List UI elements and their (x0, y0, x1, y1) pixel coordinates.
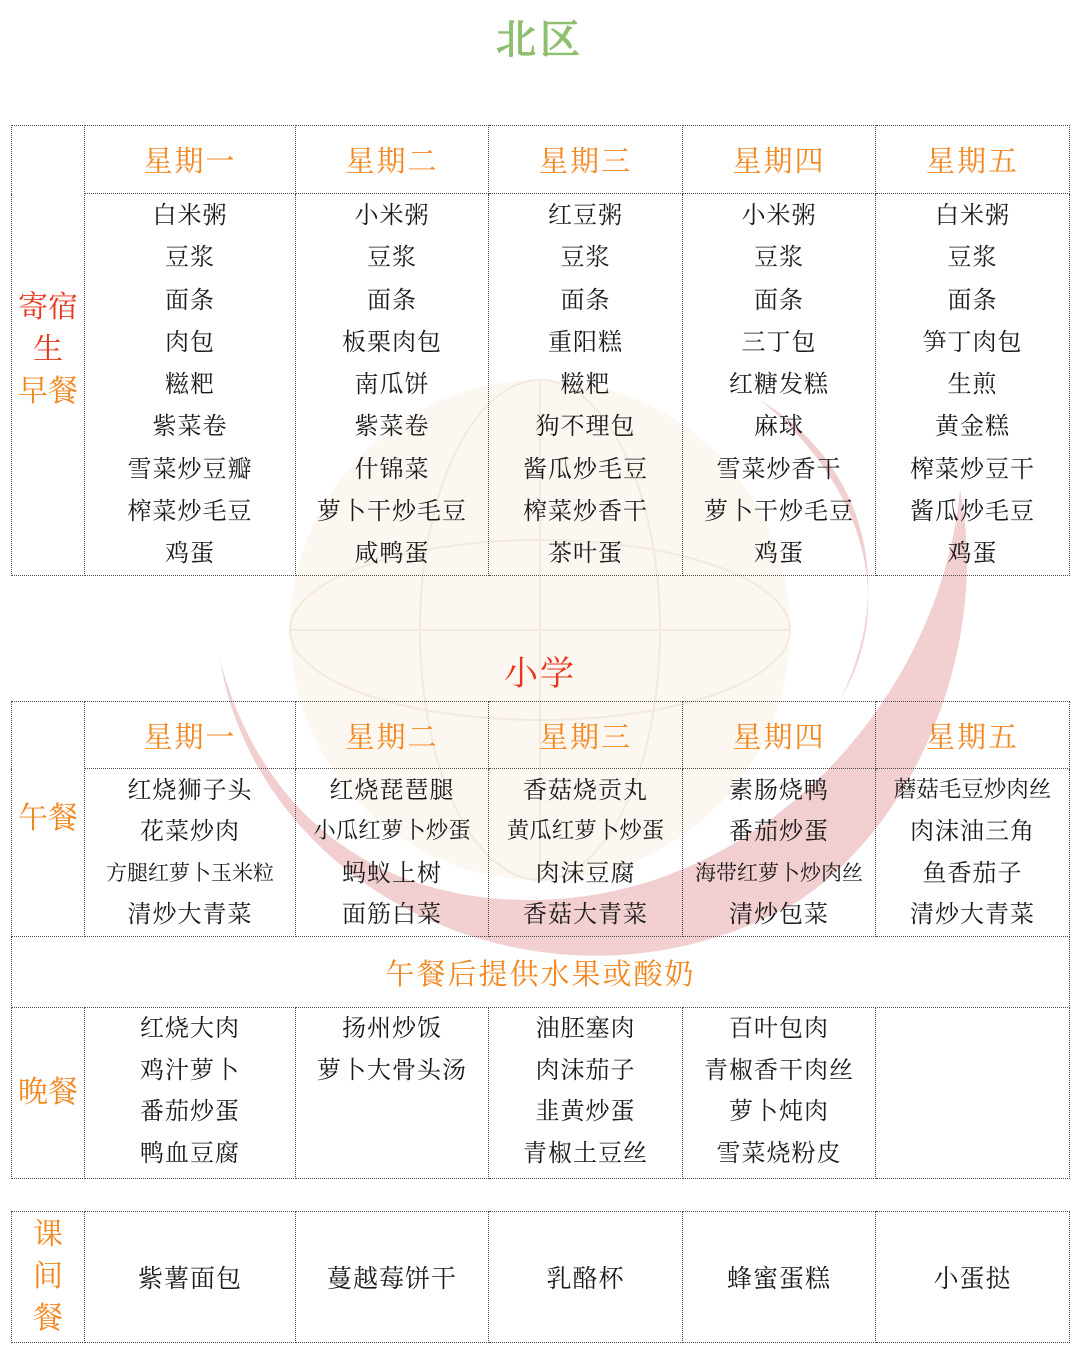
menu-item: 扬州炒饭 (342, 1014, 442, 1042)
dinner-cell-thu (683, 1008, 876, 1179)
menu-item: 咸鸭蛋 (354, 539, 430, 568)
lunch-note-row (12, 937, 1070, 1008)
menu-item: 花菜炒肉 (140, 817, 240, 845)
menu-item: 萝卜干炒毛豆 (704, 497, 854, 526)
menu-item: 清炒包菜 (729, 900, 829, 928)
menu-item: 面条 (560, 285, 611, 314)
breakfast-items-row (12, 194, 1070, 576)
menu-item: 面条 (947, 285, 998, 314)
menu-item: 红烧狮子头 (127, 775, 253, 804)
menu-item: 面条 (165, 285, 215, 314)
menu-item: 黄瓜红萝卜炒蛋 (506, 818, 665, 844)
lunch-items-row (12, 769, 1070, 937)
menu-item: 豆浆 (947, 243, 998, 272)
menu-item: 榨菜炒豆干 (910, 454, 1035, 483)
breakfast-cell-tue (296, 194, 489, 576)
lunch-note: 午餐后提供水果或酸奶 (12, 937, 1070, 1008)
menu-item: 豆浆 (165, 243, 215, 272)
day-header-fri: 星期五 (876, 126, 1070, 194)
menu-item: 蘑菇毛豆炒肉丝 (893, 776, 1052, 803)
menu-item: 白米粥 (935, 201, 1010, 229)
menu-item: 南瓜饼 (354, 370, 430, 399)
menu-item: 番茄炒蛋 (140, 1097, 240, 1125)
snack-label-line3: 餐 (33, 1301, 63, 1336)
menu-item: 紫菜卷 (354, 412, 430, 441)
menu-item: 板栗肉包 (342, 327, 442, 356)
menu-item: 鸡蛋 (165, 539, 215, 568)
menu-item: 清炒大青菜 (910, 900, 1035, 928)
menu-item: 生煎 (947, 370, 998, 399)
dinner-cell-mon (85, 1008, 296, 1179)
menu-item: 面筋白菜 (342, 900, 442, 928)
menu-item: 鸡蛋 (754, 539, 804, 568)
day-header-thu: 星期四 (683, 702, 876, 769)
menu-item: 肉沫豆腐 (535, 858, 636, 887)
breakfast-cell-thu (683, 194, 876, 576)
menu-item: 萝卜干炒毛豆 (317, 497, 467, 526)
menu-item: 鸭血豆腐 (140, 1138, 240, 1167)
menu-item: 素肠烧鸭 (729, 775, 829, 804)
menu-item: 糍粑 (560, 370, 611, 399)
snack-item-tue: 蔓越莓饼干 (296, 1212, 489, 1343)
menu-item: 糍粑 (165, 370, 215, 399)
day-header-mon: 星期一 (85, 702, 296, 769)
day-header-mon: 星期一 (85, 126, 296, 194)
menu-item: 肉包 (165, 327, 215, 356)
day-header-wed: 星期三 (489, 126, 683, 194)
dinner-row (12, 1008, 1070, 1179)
menu-item: 面条 (754, 285, 804, 314)
menu-item: 鸡汁萝卜 (140, 1055, 240, 1084)
snack-item-thu: 蜂蜜蛋糕 (683, 1212, 876, 1343)
menu-item: 肉沫茄子 (535, 1055, 636, 1084)
menu-item: 紫菜卷 (152, 412, 228, 441)
breakfast-cell-wed (489, 194, 683, 576)
menu-item: 麻球 (754, 412, 804, 441)
menu-item: 榨菜炒毛豆 (127, 497, 253, 526)
menu-item: 狗不理包 (535, 412, 636, 441)
breakfast-label-cell (12, 126, 85, 576)
breakfast-label-line2: 生 (33, 332, 63, 368)
breakfast-cell-mon (85, 194, 296, 576)
menu-item: 百叶包肉 (729, 1014, 829, 1042)
menu-item: 红烧琵琶腿 (329, 775, 455, 804)
menu-item: 鱼香茄子 (922, 858, 1023, 887)
lunch-label-cell (12, 702, 85, 937)
menu-item: 韭黄炒蛋 (535, 1097, 636, 1125)
menu-item: 红糖发糕 (729, 370, 829, 399)
day-header-thu: 星期四 (683, 126, 876, 194)
page-title: 北区 (496, 17, 584, 63)
menu-item: 红豆粥 (548, 201, 623, 229)
snack-row (12, 1212, 1070, 1343)
snack-label-cell (12, 1212, 85, 1343)
day-header-tue: 星期二 (296, 702, 489, 769)
menu-item: 什锦菜 (354, 454, 430, 483)
day-header-row (12, 702, 1070, 769)
breakfast-cell-fri (876, 194, 1070, 576)
menu-item: 萝卜炖肉 (729, 1097, 829, 1125)
menu-item: 豆浆 (367, 243, 417, 272)
menu-item: 雪菜烧粉皮 (716, 1138, 842, 1167)
breakfast-label-line1: 寄宿 (18, 290, 78, 326)
menu-item: 小米粥 (354, 201, 430, 229)
menu-item: 雪菜炒香干 (716, 454, 842, 483)
menu-item: 萝卜大骨头汤 (317, 1055, 467, 1084)
snack-item-fri: 小蛋挞 (876, 1212, 1070, 1343)
menu-item: 豆浆 (560, 243, 611, 272)
menu-item: 豆浆 (754, 243, 804, 272)
snack-label-line1: 课 (33, 1217, 63, 1252)
lunch-cell-thu (683, 769, 876, 937)
dinner-cell-wed (489, 1008, 683, 1179)
menu-item: 黄金糕 (935, 412, 1010, 441)
dinner-cell-fri (876, 1008, 1070, 1179)
dinner-label: 晚餐 (18, 1075, 78, 1110)
breakfast-menu-table (11, 125, 1070, 576)
menu-item: 重阳糕 (548, 327, 623, 356)
lunch-label: 午餐 (18, 801, 78, 836)
menu-item: 清炒大青菜 (127, 900, 253, 928)
menu-item: 雪菜炒豆瓣 (127, 454, 253, 483)
day-header-tue: 星期二 (296, 126, 489, 194)
menu-item: 青椒香干肉丝 (704, 1055, 854, 1084)
lunch-dinner-menu-table (11, 701, 1070, 1179)
menu-item: 香菇烧贡丸 (523, 775, 648, 804)
menu-item: 海带红萝卜炒肉丝 (695, 860, 863, 885)
dinner-label-cell (12, 1008, 85, 1179)
menu-item: 红烧大肉 (140, 1014, 240, 1042)
menu-item: 三丁包 (741, 327, 817, 356)
dinner-cell-tue (296, 1008, 489, 1179)
breakfast-label-line3: 早餐 (18, 374, 78, 410)
menu-item: 小瓜红萝卜炒蛋 (313, 818, 471, 844)
menu-item: 肉沫油三角 (910, 817, 1035, 845)
menu-item: 方腿红萝卜玉米粒 (106, 860, 274, 885)
menu-item: 番茄炒蛋 (729, 817, 829, 845)
snack-item-mon: 紫薯面包 (85, 1212, 296, 1343)
menu-item: 鸡蛋 (947, 539, 998, 568)
menu-item: 面条 (367, 285, 417, 314)
day-header-fri: 星期五 (876, 702, 1070, 769)
menu-item: 茶叶蛋 (548, 539, 623, 568)
day-header-row (12, 126, 1070, 194)
menu-item: 青椒土豆丝 (523, 1138, 648, 1167)
menu-item: 酱瓜炒毛豆 (910, 497, 1035, 526)
lunch-cell-wed (489, 769, 683, 937)
section-title: 小学 (504, 654, 576, 694)
day-header-wed: 星期三 (489, 702, 683, 769)
menu-item: 榨菜炒香干 (523, 497, 648, 526)
menu-item: 蚂蚁上树 (342, 858, 442, 887)
menu-item: 油胚塞肉 (535, 1014, 636, 1042)
snack-label-line2: 间 (33, 1259, 63, 1294)
menu-item: 白米粥 (152, 201, 228, 229)
menu-item: 笋丁肉包 (922, 327, 1023, 356)
snack-menu-table (11, 1211, 1070, 1343)
snack-item-wed: 乳酪杯 (489, 1212, 683, 1343)
menu-item: 香菇大青菜 (523, 900, 648, 928)
lunch-cell-mon (85, 769, 296, 937)
menu-item: 酱瓜炒毛豆 (523, 454, 648, 483)
lunch-cell-tue (296, 769, 489, 937)
lunch-cell-fri (876, 769, 1070, 937)
menu-item: 小米粥 (741, 201, 817, 229)
